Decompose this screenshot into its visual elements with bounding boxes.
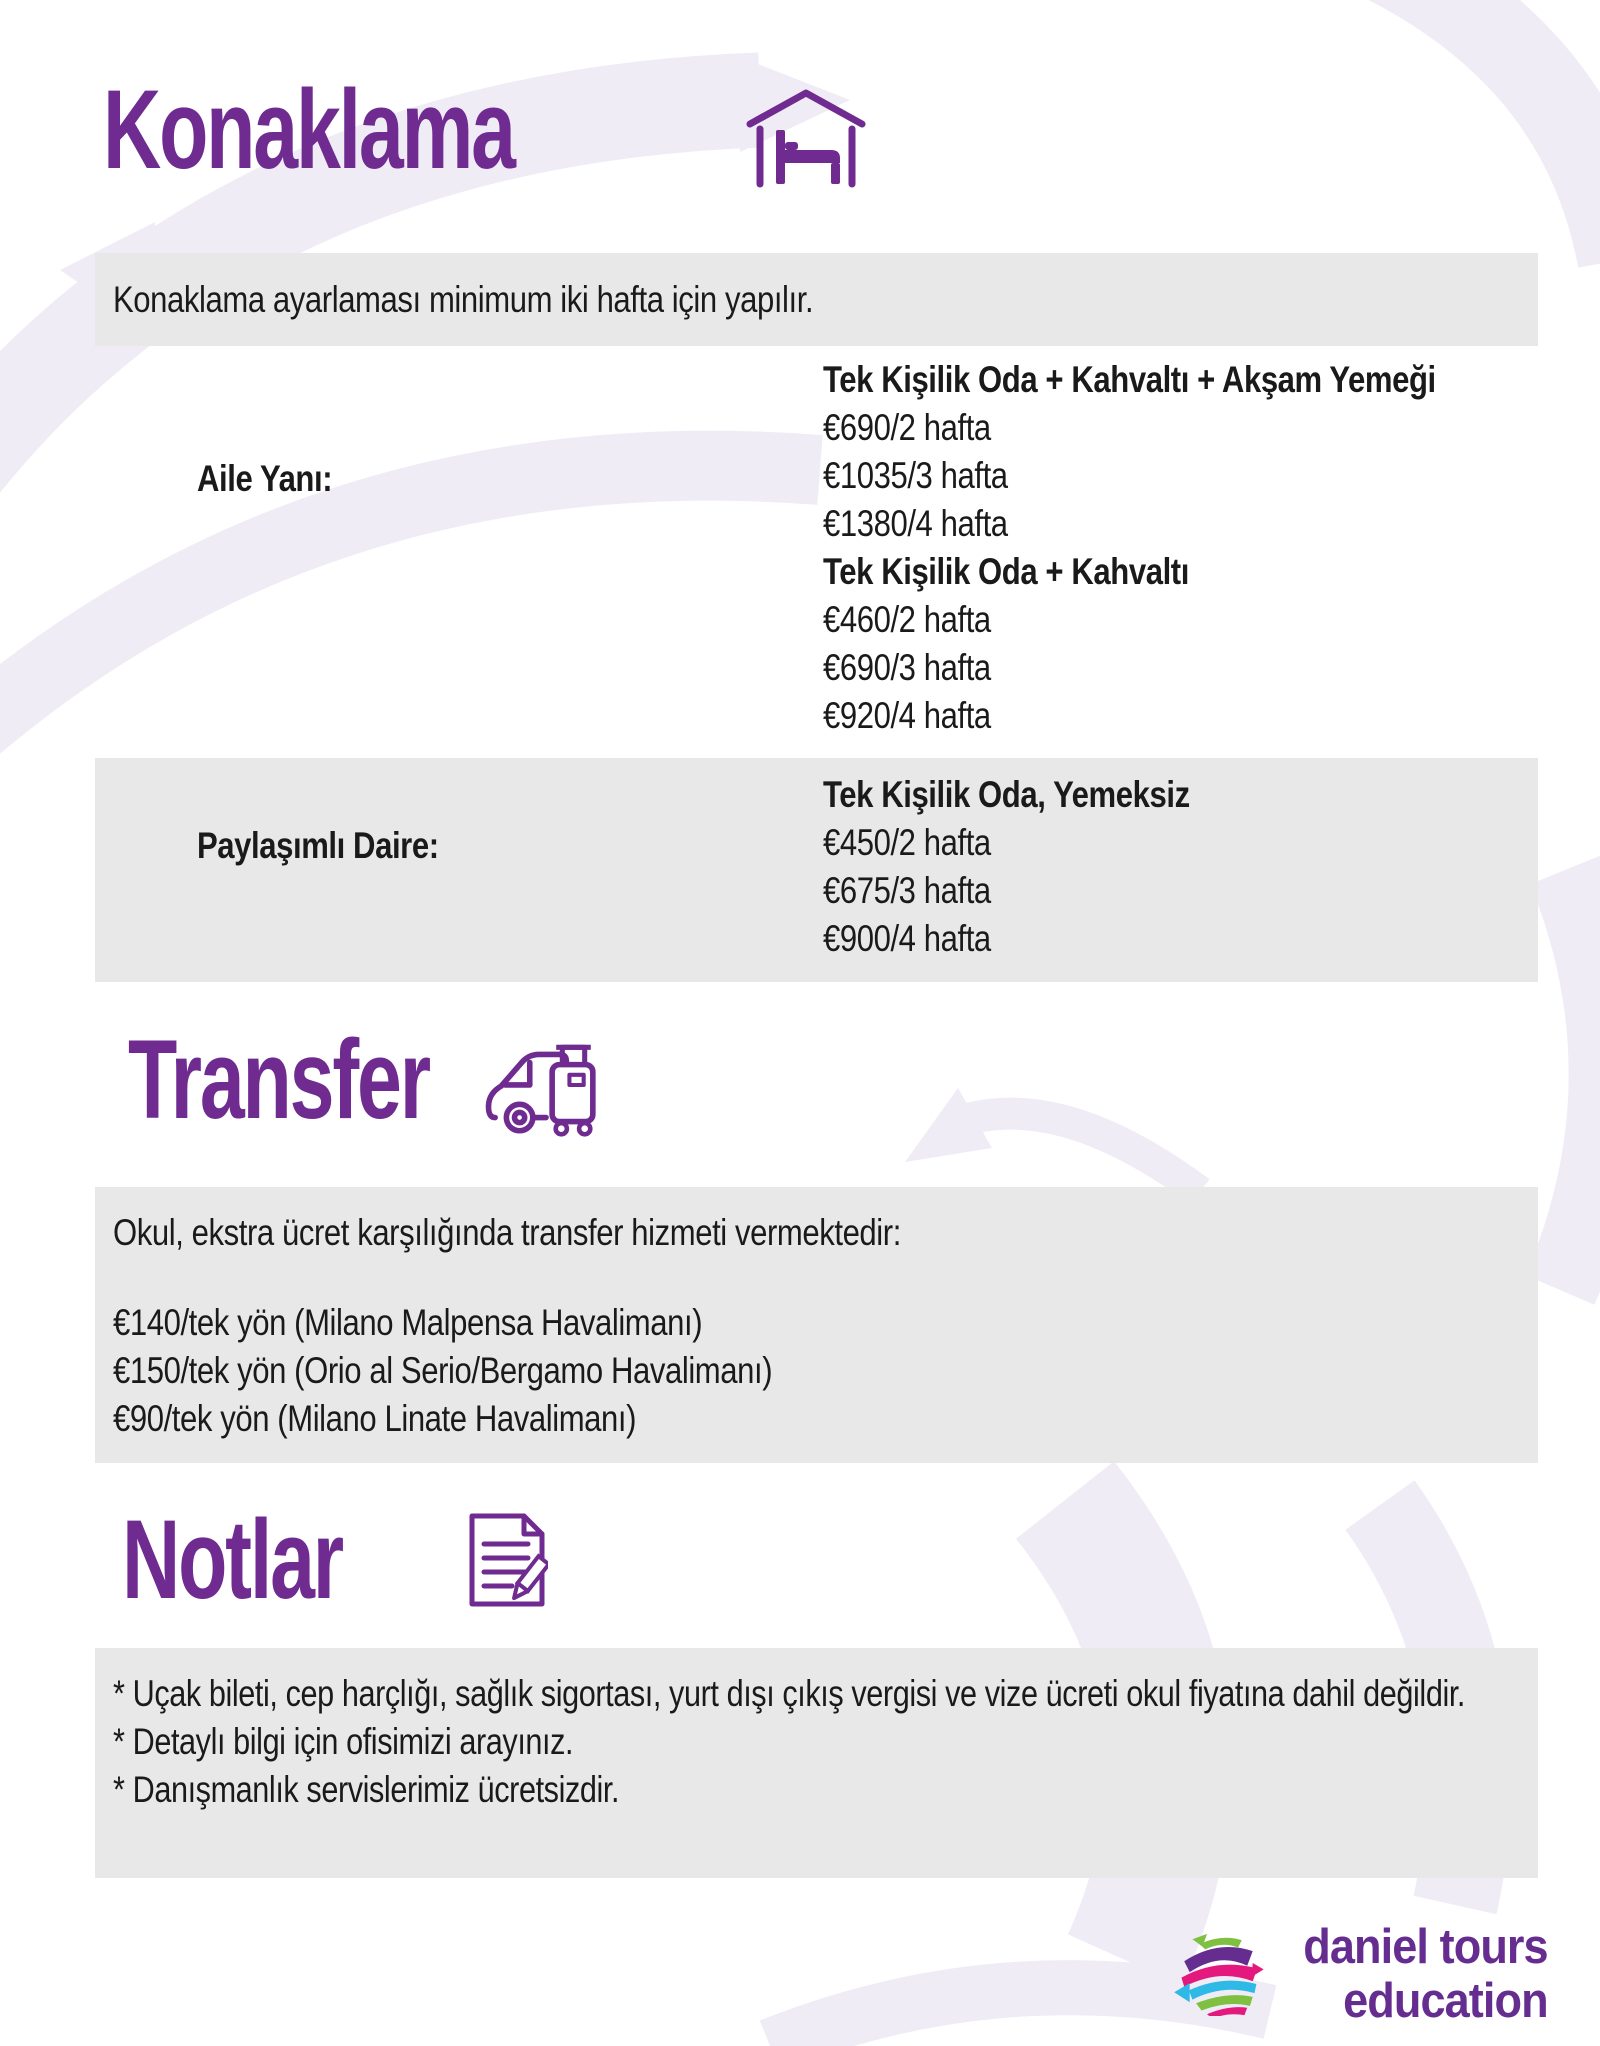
pricing-row-paylasimli-bg — [95, 758, 1538, 982]
price-line: €675/3 hafta — [823, 870, 991, 911]
price-group-header: Tek Kişilik Oda, Yemeksiz — [823, 774, 1190, 815]
transfer-price-line: €150/tek yön (Orio al Serio/Bergamo Havalimanı) — [113, 1350, 773, 1391]
notes-bar — [95, 1648, 1538, 1878]
konaklama-note-bar — [95, 253, 1538, 346]
price-line: €460/2 hafta — [823, 599, 991, 640]
note-line: * Uçak bileti, cep harçlığı, sağlık sigortası, yurt dışı çıkış vergisi ve vize ücreti okul fiyatına dahil değildir. — [113, 1673, 1466, 1714]
price-column-aile-yani — [823, 356, 1552, 740]
car-luggage-icon — [485, 1032, 603, 1140]
note-line: * Danışmanlık servislerimiz ücretsizdir. — [113, 1769, 620, 1810]
transfer-price-line: €90/tek yön (Milano Linate Havalimanı) — [113, 1398, 637, 1439]
price-line: €900/4 hafta — [823, 918, 991, 959]
row-label-paylasimli-daire: Paylaşımlı Daire: — [197, 825, 439, 866]
price-line: €1380/4 hafta — [823, 503, 1008, 544]
notes-pencil-icon — [468, 1512, 548, 1608]
price-line: €920/4 hafta — [823, 695, 991, 736]
transfer-price-line: €140/tek yön (Milano Malpensa Havalimanı) — [113, 1302, 703, 1343]
konaklama-section-title: Konaklama — [103, 67, 514, 192]
price-column-paylasimli — [823, 771, 1260, 963]
logo-wordmark — [1304, 1920, 1548, 2028]
notlar-section-title: Notlar — [122, 1497, 343, 1622]
price-line: €450/2 hafta — [823, 822, 991, 863]
transfer-info-bar — [95, 1187, 1538, 1463]
bed-house-icon — [745, 88, 867, 188]
logo-text-line1: daniel tours — [1303, 1920, 1548, 1974]
globe-arrows-logo-icon — [1172, 1932, 1264, 2016]
note-line: * Detaylı bilgi için ofisimizi arayınız. — [113, 1721, 574, 1762]
price-group-header: Tek Kişilik Oda + Kahvaltı + Akşam Yemeği — [823, 359, 1436, 400]
price-line: €1035/3 hafta — [823, 455, 1008, 496]
konaklama-note-text: Konaklama ayarlaması minimum iki hafta için yapılır. — [113, 278, 814, 320]
footer-logo — [1172, 1920, 1548, 2028]
row-label-aile-yani: Aile Yanı: — [197, 458, 333, 499]
price-line: €690/2 hafta — [823, 407, 991, 448]
price-line: €690/3 hafta — [823, 647, 991, 688]
transfer-intro: Okul, ekstra ücret karşılığında transfer hizmeti vermektedir: — [113, 1212, 901, 1253]
logo-text-line2: education — [1343, 1974, 1548, 2028]
transfer-section-title: Transfer — [128, 1017, 429, 1142]
price-group-header: Tek Kişilik Oda + Kahvaltı — [823, 551, 1189, 592]
